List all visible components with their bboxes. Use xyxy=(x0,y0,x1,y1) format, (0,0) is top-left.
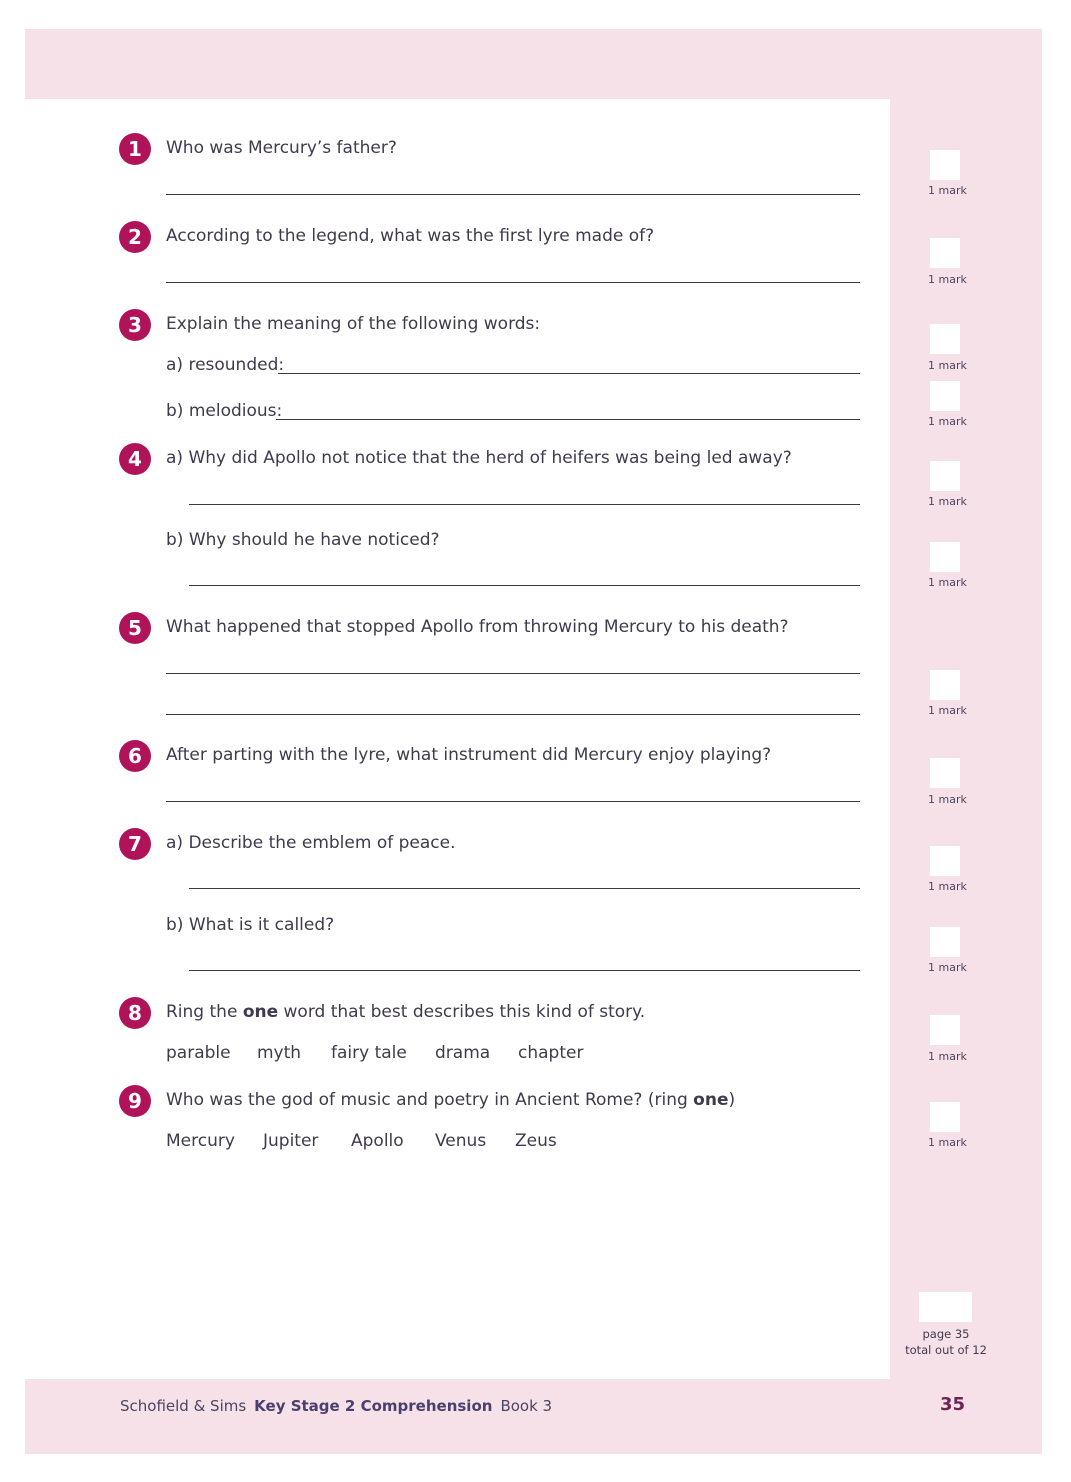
mark-label: 1 mark xyxy=(928,880,967,893)
mark-label: 1 mark xyxy=(928,184,967,197)
mark-box-q3b[interactable] xyxy=(930,381,960,411)
mark-box-q7a[interactable] xyxy=(930,846,960,876)
mark-label: 1 mark xyxy=(928,704,967,717)
question-1-text: Who was Mercury’s father? xyxy=(166,138,397,158)
mark-label: 1 mark xyxy=(928,415,967,428)
question-8-text: Ring the one word that best describes this kind of story. xyxy=(166,1002,646,1022)
header-band xyxy=(25,29,1042,99)
question-number-3: 3 xyxy=(119,309,151,341)
question-number-7: 7 xyxy=(119,828,151,860)
answer-line-6[interactable] xyxy=(166,801,860,802)
mark-box-q7b[interactable] xyxy=(930,927,960,957)
question-7a-text: a) Describe the emblem of peace. xyxy=(166,833,456,853)
mark-box-q4a[interactable] xyxy=(930,461,960,491)
question-4a-text: a) Why did Apollo not notice that the herd of heifers was being led away? xyxy=(166,448,792,468)
question-7b-text: b) What is it called? xyxy=(166,915,335,935)
mark-label: 1 mark xyxy=(928,359,967,372)
question-number-4: 4 xyxy=(119,443,151,475)
footer-credit xyxy=(120,1397,552,1415)
answer-line-7a[interactable] xyxy=(189,888,860,889)
book-name: Book 3 xyxy=(500,1397,553,1415)
question-number-8: 8 xyxy=(119,997,151,1029)
option-chapter[interactable]: chapter xyxy=(518,1043,584,1063)
mark-box-q8[interactable] xyxy=(930,1015,960,1045)
option-venus[interactable]: Venus xyxy=(435,1131,487,1151)
mark-label: 1 mark xyxy=(928,495,967,508)
question-6-text: After parting with the lyre, what instrument did Mercury enjoy playing? xyxy=(166,745,772,765)
answer-line-5b[interactable] xyxy=(166,714,860,715)
answer-line-1[interactable] xyxy=(166,194,860,195)
total-out-of-label: total out of 12 xyxy=(905,1343,987,1357)
mark-box-q6[interactable] xyxy=(930,758,960,788)
mark-label: 1 mark xyxy=(928,1050,967,1063)
question-3a-label: a) resounded: xyxy=(166,355,285,375)
option-drama[interactable]: drama xyxy=(435,1043,491,1063)
mark-label: 1 mark xyxy=(928,961,967,974)
publisher-name: Schofield & Sims xyxy=(120,1397,247,1415)
question-number-5: 5 xyxy=(119,612,151,644)
emphasis-one: one xyxy=(693,1090,729,1110)
mark-box-q2[interactable] xyxy=(930,238,960,268)
option-jupiter[interactable]: Jupiter xyxy=(263,1131,319,1151)
question-9-text: Who was the god of music and poetry in Ancient Rome? (ring one) xyxy=(166,1090,736,1110)
total-box[interactable] xyxy=(919,1292,972,1322)
question-3-text: Explain the meaning of the following words: xyxy=(166,314,541,334)
mark-box-q9[interactable] xyxy=(930,1102,960,1132)
footer-band xyxy=(25,1379,1042,1454)
mark-label: 1 mark xyxy=(928,576,967,589)
mark-label: 1 mark xyxy=(928,793,967,806)
option-fairy-tale[interactable]: fairy tale xyxy=(331,1043,407,1063)
mark-box-q4b[interactable] xyxy=(930,542,960,572)
question-number-2: 2 xyxy=(119,221,151,253)
option-parable[interactable]: parable xyxy=(166,1043,231,1063)
mark-box-q1[interactable] xyxy=(930,150,960,180)
question-number-6: 6 xyxy=(119,740,151,772)
answer-line-5a[interactable] xyxy=(166,673,860,674)
mark-label: 1 mark xyxy=(928,273,967,286)
answer-line-3a[interactable] xyxy=(278,373,860,374)
emphasis-one: one xyxy=(242,1002,279,1022)
answer-line-4a[interactable] xyxy=(189,504,860,505)
question-3b-label: b) melodious: xyxy=(166,401,283,421)
question-4b-text: b) Why should he have noticed? xyxy=(166,530,440,550)
page-number: 35 xyxy=(940,1394,966,1415)
answer-line-7b[interactable] xyxy=(189,970,860,971)
answer-line-4b[interactable] xyxy=(189,585,860,586)
option-zeus[interactable]: Zeus xyxy=(515,1131,557,1151)
mark-label: 1 mark xyxy=(928,1136,967,1149)
option-myth[interactable]: myth xyxy=(257,1043,302,1063)
total-page-label: page 35 xyxy=(922,1327,970,1341)
answer-line-3b[interactable] xyxy=(276,419,860,420)
answer-line-2[interactable] xyxy=(166,282,860,283)
series-name: Key Stage 2 Comprehension xyxy=(254,1397,493,1415)
question-number-9: 9 xyxy=(119,1085,151,1117)
question-2-text: According to the legend, what was the first lyre made of? xyxy=(166,226,655,246)
marks-column xyxy=(890,99,1042,1379)
mark-box-q5[interactable] xyxy=(930,670,960,700)
option-apollo[interactable]: Apollo xyxy=(351,1131,404,1151)
option-mercury[interactable]: Mercury xyxy=(166,1131,235,1151)
question-5-text: What happened that stopped Apollo from throwing Mercury to his death? xyxy=(166,617,789,637)
mark-box-q3a[interactable] xyxy=(930,324,960,354)
question-number-1: 1 xyxy=(119,133,151,165)
